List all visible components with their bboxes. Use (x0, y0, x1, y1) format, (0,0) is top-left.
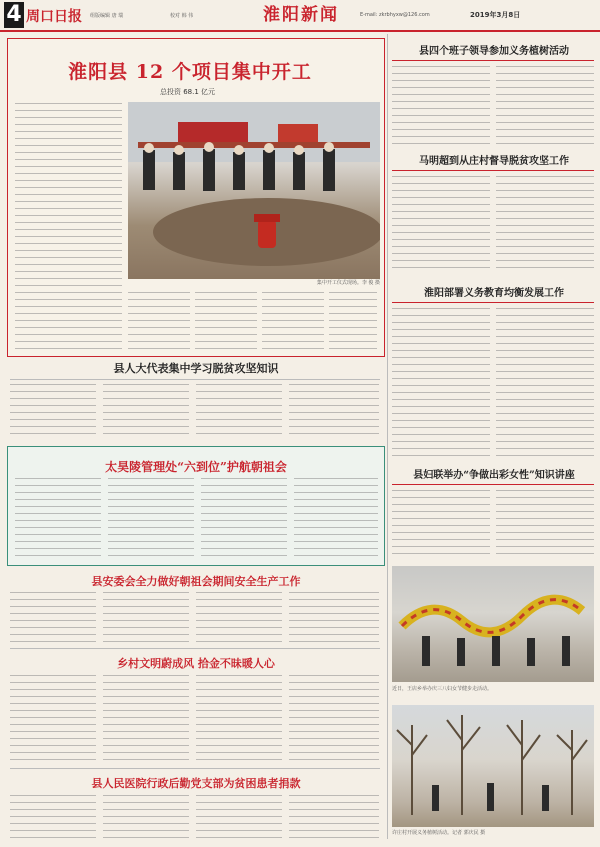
right-article-1-col-2 (496, 66, 594, 144)
meta-email: E-mail: zkrbhyxw@126.com (360, 12, 430, 18)
article-4-col-2 (103, 675, 189, 763)
column-divider (387, 34, 388, 839)
dragon-dance-photo (392, 566, 594, 682)
article-4-col-4 (289, 675, 379, 763)
lead-headline: 淮阳县 12 个项目集中开工 (68, 61, 312, 83)
divider (392, 302, 594, 303)
lead-col-4 (262, 292, 324, 350)
ceremony-scene-illustration (128, 102, 380, 279)
lead-photo-caption: 集中开工仪式现场。李 俊 摄 (316, 280, 380, 286)
divider (392, 170, 594, 171)
article-3-col-1 (10, 592, 96, 642)
article-3-title: 县安委会全力做好朝祖会期间安全生产工作 (91, 575, 301, 588)
right-article-2-col-1 (392, 176, 490, 274)
tree-scene-illustration (392, 705, 594, 827)
article-4-title: 乡村文明蔚成风 拾金不昧暖人心 (117, 657, 275, 670)
page-number: 4 (4, 2, 24, 28)
article-5-col-3 (196, 795, 282, 841)
lead-photo (128, 102, 380, 279)
article-2-col-3 (201, 478, 287, 558)
article-3-col-3 (196, 592, 282, 642)
divider (392, 484, 594, 485)
paper-name: 周口日报 (26, 9, 82, 25)
article-3-col-4 (289, 592, 379, 642)
right-article-3-col-1 (392, 308, 490, 458)
article-2-col-2 (108, 478, 194, 558)
divider (10, 768, 380, 769)
divider (10, 648, 380, 649)
article-4-col-1 (10, 675, 96, 763)
article-1-col-1 (10, 384, 96, 440)
article-1-col-2 (103, 384, 189, 440)
dragon-scene-illustration (392, 566, 594, 682)
lead-col-3 (195, 292, 257, 350)
divider (392, 60, 594, 61)
article-5-col-1 (10, 795, 96, 841)
right-article-4-col-1 (392, 490, 490, 560)
right-article-2-title: 马明超到从庄村督导脱贫攻坚工作 (419, 156, 569, 167)
issue-date: 2019年3月8日 (470, 11, 521, 19)
article-2-title: 太昊陵管理处“六到位”护航朝祖会 (105, 460, 287, 474)
article-4-col-3 (196, 675, 282, 763)
meta-editor: 组版编辑 唐 瑞 (90, 13, 124, 19)
lead-subheadline: 总投资 68.1 亿元 (160, 88, 216, 96)
meta-proof: 校对 韩 伟 (170, 13, 194, 19)
article-3-col-2 (103, 592, 189, 642)
article-5-col-4 (289, 795, 379, 841)
right-article-2-col-2 (496, 176, 594, 274)
right-article-3-col-2 (496, 308, 594, 458)
article-2-col-1 (15, 478, 101, 558)
divider (10, 379, 380, 380)
section-title: 淮阳新闻 (263, 5, 339, 25)
lead-col-2 (128, 292, 190, 350)
photo2-caption: 近日，王店乡举办庆三八妇女节健步走活动。 (392, 686, 493, 692)
right-article-4-col-2 (496, 490, 594, 560)
right-article-1-title: 县四个班子领导参加义务植树活动 (419, 46, 569, 57)
lead-text-column (15, 103, 122, 351)
right-article-3-title: 淮阳部署义务教育均衡发展工作 (424, 288, 564, 299)
article-1-col-4 (289, 384, 379, 440)
tree-planting-photo (392, 705, 594, 827)
lead-col-5 (329, 292, 377, 350)
article-1-title: 县人大代表集中学习脱贫攻坚知识 (113, 362, 279, 375)
article-1-col-3 (196, 384, 282, 440)
right-article-4-title: 县妇联举办“争做出彩女性”知识讲座 (413, 470, 575, 481)
photo3-caption: 许庄村开展义务植树活动。记者 郭庆民 摄 (392, 830, 486, 836)
article-2-col-4 (294, 478, 378, 558)
article-5-title: 县人民医院行政后勤党支部为贫困患者捐款 (91, 777, 301, 790)
article-5-col-2 (103, 795, 189, 841)
right-article-1-col-1 (392, 66, 490, 144)
